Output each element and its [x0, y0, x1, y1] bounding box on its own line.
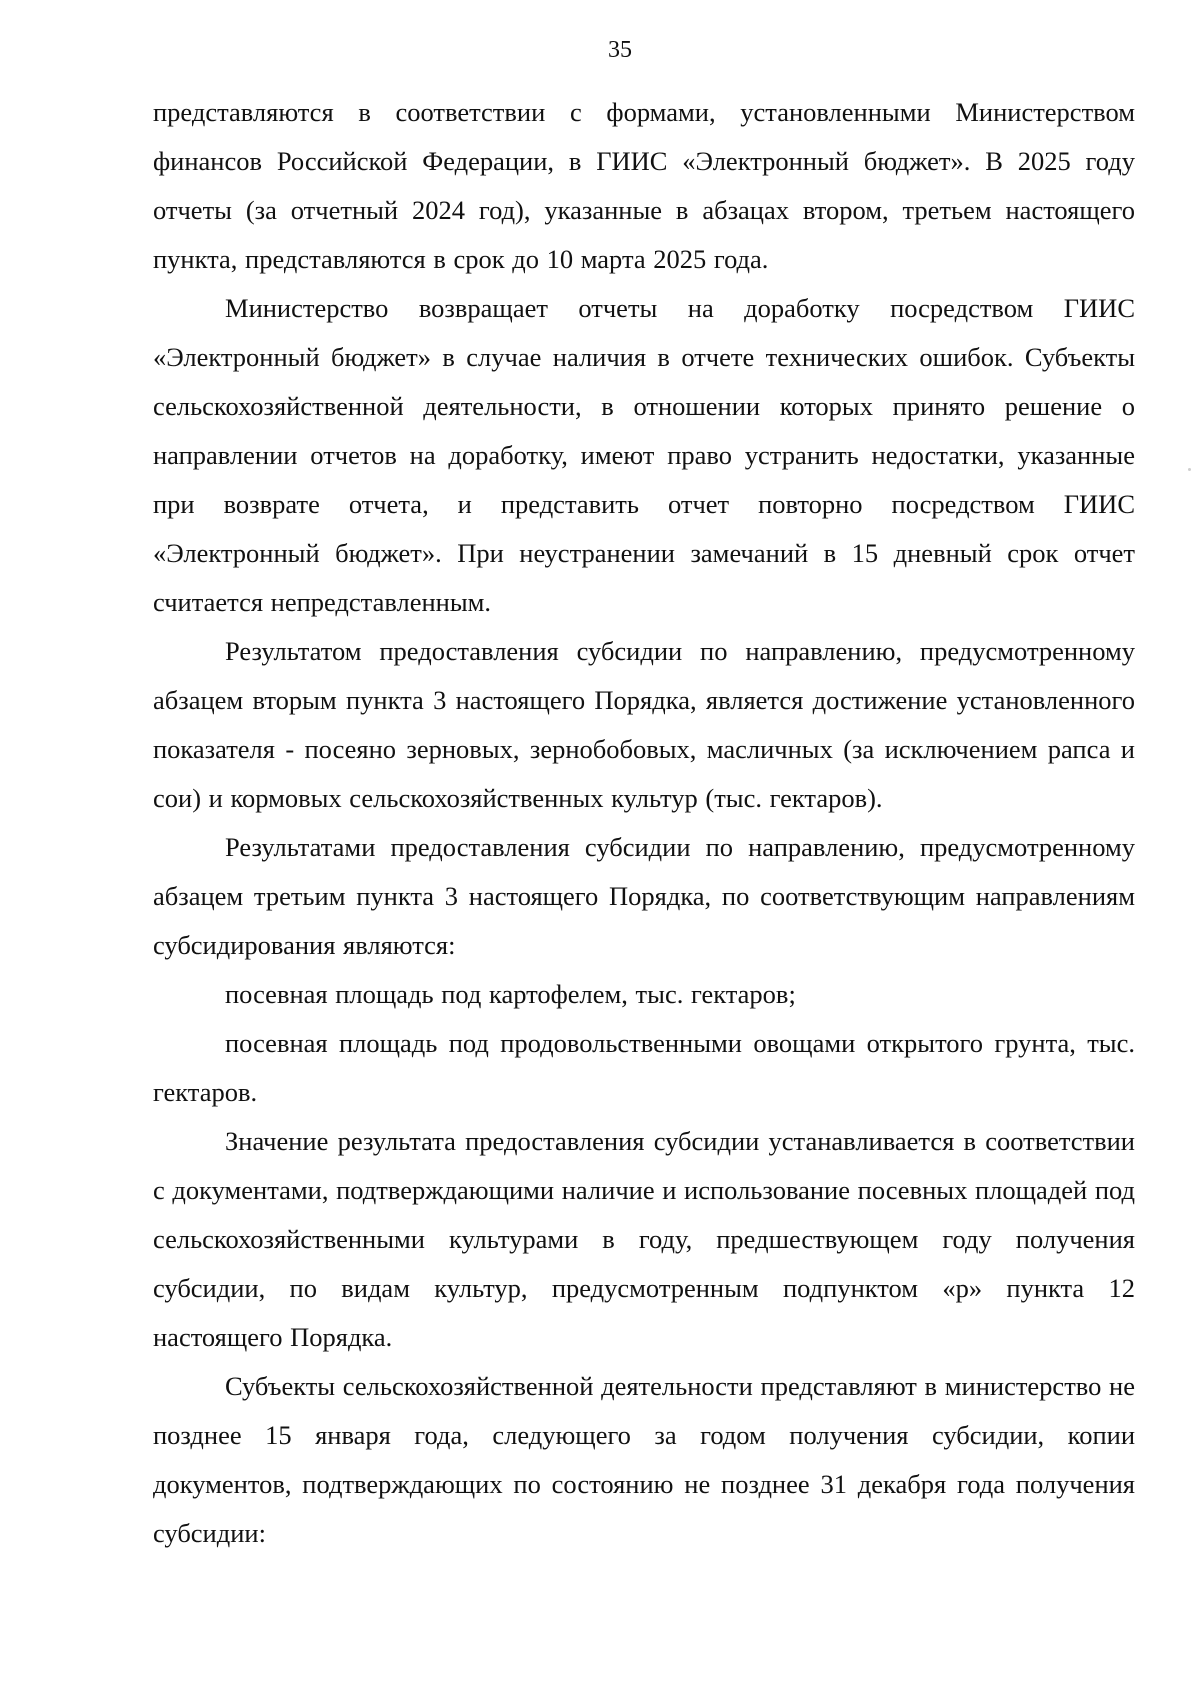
paragraph-continuation: представляются в соответствии с формами, установленными Министерством финансов Российской Федерации, в ГИИС «Электронный бюджет». В 2025 году отчеты (за отчетный 2024 год), указанные в абзацах втором, третьем настоящего пункта, представляются в срок до 10 марта 2025 года. — [153, 97, 1135, 274]
paragraph-result-grain: Результатом предоставления субсидии по направлению, предусмотренному абзацем вторым пункта 3 настоящего Порядка, является достижение установленного показателя - посеяно зерновых, зернобобовых, масличных (за исключением рапса и сои) и кормовых сельскохозяйственных культур (тыс. гектаров). — [153, 636, 1135, 813]
page-number: 35 — [608, 37, 632, 63]
paragraph-results-intro: Результатами предоставления субсидии по направлению, предусмотренному абзацем третьим пункта 3 настоящего Порядка, по соответствующим направлениям субсидирования являются: — [153, 832, 1135, 960]
scan-speck — [1188, 468, 1191, 471]
paragraph-documents-submission: Субъекты сельскохозяйственной деятельности представляют в министерство не позднее 15 января года, следующего за годом получения субсидии, копии документов, подтверждающих по состоянию не позднее 31 декабря года получения субсидии: — [153, 1371, 1135, 1548]
paragraph-vegetable-area: посевная площадь под продовольственными овощами открытого грунта, тыс. гектаров. — [153, 1028, 1135, 1107]
paragraph-result-value: Значение результата предоставления субсидии устанавливается в соответствии с документами, подтверждающими наличие и использование посевных площадей под сельскохозяйственными культурами в году, предшествующем году получения субсидии, по видам культур, предусмотренным подпунктом «р» пункта 12 настоящего Порядка. — [153, 1126, 1135, 1352]
paragraph-potato-area: посевная площадь под картофелем, тыс. гектаров; — [225, 979, 796, 1009]
paragraph-return-reports: Министерство возвращает отчеты на доработку посредством ГИИС «Электронный бюджет» в случае наличия в отчете технических ошибок. Субъекты сельскохозяйственной деятельности, в отношении которых принято решение о направлении отчетов на доработку, имеют право устранить недостатки, указанные при возврате отчета, и представить отчет повторно посредством ГИИС «Электронный бюджет». При неустранении замечаний в 15 дневный срок отчет считается непредставленным. — [153, 293, 1135, 617]
document-body — [153, 88, 1135, 1558]
